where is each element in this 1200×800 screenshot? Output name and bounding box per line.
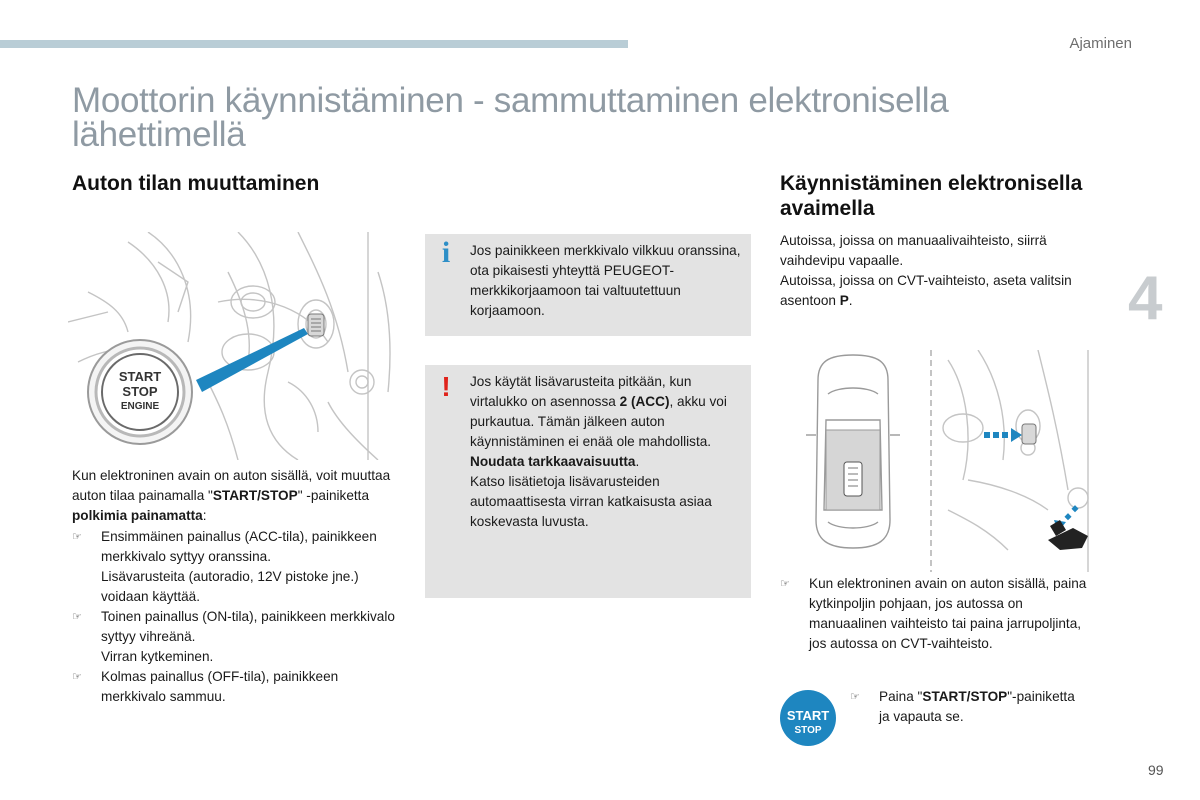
badge-start-label: START [786, 708, 830, 723]
pointing-hand-icon: ☞ [72, 611, 82, 623]
pointing-hand-icon: ☞ [72, 531, 82, 543]
list-item: ☞ Kolmas painallus (OFF-tila), painikkeen merkkivalo sammuu. [72, 669, 339, 704]
pointing-hand-icon: ☞ [72, 671, 82, 683]
warning-text: Jos käytät lisävarusteita pitkään, kun virtalukko on asennossa 2 (ACC), akku voi purkautua. Tämän jälkeen auton käynnistäminen ei enää ole mahdollista. Noudata tarkkaavaisuutta. Katso lisätietoja lisävarusteiden automaattisesta virran katkaisusta asiaa koskevasta luvusta. [470, 374, 727, 529]
section-label: Ajaminen [1069, 35, 1132, 52]
info-icon: i [441, 236, 451, 269]
stop-label: STOP [122, 384, 158, 399]
right-intro-text: Autoissa, joissa on manuaalivaihteisto, siirrä vaihdevipu vapaalle. Autoissa, joissa on CVT-vaihteisto, aseta valitsin asentoon P. [780, 233, 1072, 308]
page-title: Moottorin käynnistäminen - sammuttaminen elektronisella lähettimellä [72, 81, 949, 154]
header-accent-bar [0, 40, 628, 48]
badge-stop-label: STOP [794, 725, 822, 736]
start-stop-button-icon [780, 690, 836, 746]
left-heading: Auton tilan muuttaminen [72, 172, 320, 195]
list-item: ☞ Toinen painallus (ON-tila), painikkeen merkkivalo syttyy vihreänä. Virran kytkeminen. [72, 609, 395, 664]
pointing-hand-icon: ☞ [780, 578, 790, 590]
right-heading: Käynnistäminen elektronisella avaimella [780, 172, 1083, 220]
car-pedal-illustration [798, 350, 1106, 572]
pointing-hand-icon: ☞ [850, 691, 860, 703]
left-intro-text: Kun elektroninen avain on auton sisällä, voit muuttaa auton tilaa painamalla "START/STOP" -painiketta polkimia painamatta: [72, 468, 391, 523]
press-start-instruction: ☞ Paina "START/STOP"-painiketta ja vapauta se. [850, 689, 1075, 724]
warning-icon: ! [441, 371, 451, 402]
press-mode-list [72, 527, 402, 707]
start-stop-dashboard-illustration [68, 232, 398, 460]
pedal-instruction: ☞ Kun elektroninen avain on auton sisällä, paina kytkinpoljin pohjaan, jos autossa on manuaalinen vaihteisto tai paina jarrupoljinta, jos autossa on CVT-vaihteisto. [780, 576, 1087, 651]
start-label: START [118, 369, 162, 384]
info-box [425, 234, 751, 336]
chapter-number: 4 [1128, 264, 1163, 333]
list-item: ☞ Ensimmäinen painallus (ACC-tila), painikkeen merkkivalo syttyy oranssina. Lisävarusteita (autoradio, 12V pistoke jne.) voidaan käyttää. [72, 529, 377, 604]
page-number: 99 [1148, 762, 1164, 778]
engine-label: ENGINE [120, 401, 160, 412]
warning-box [425, 365, 751, 598]
info-text: Jos painikkeen merkkivalo vilkkuu oranssina, ota pikaisesti yhteyttä PEUGEOT-merkkikorjaamoon tai valtuutettuun korjaamoon. [470, 243, 741, 318]
